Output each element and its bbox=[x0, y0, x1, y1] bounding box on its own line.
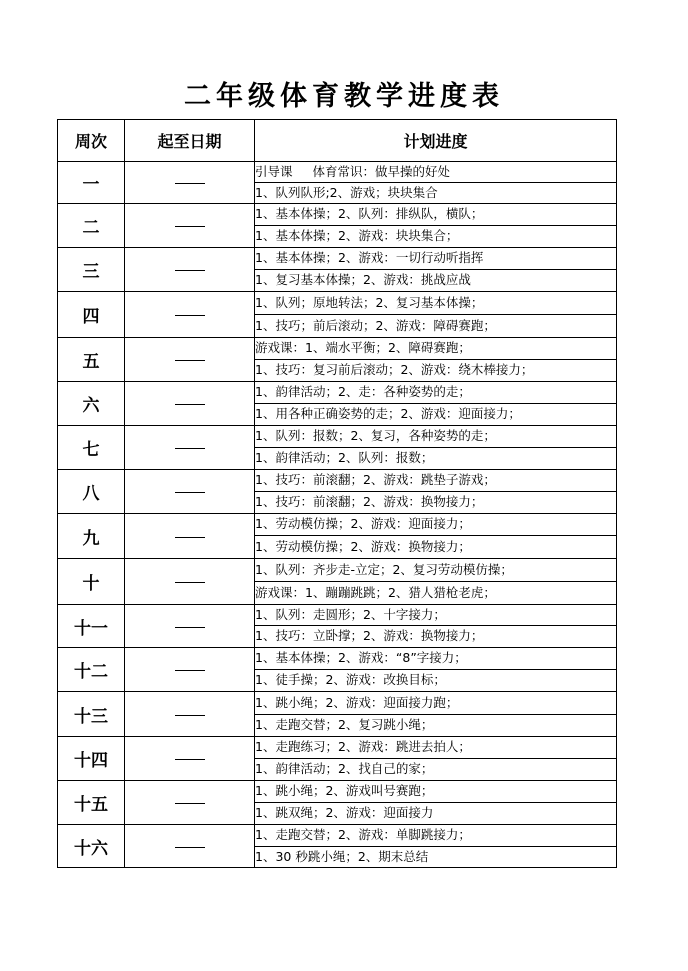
week-cell: 五 bbox=[58, 338, 125, 382]
date-placeholder-line bbox=[175, 715, 205, 716]
table-row bbox=[58, 470, 617, 492]
plan-cell bbox=[255, 559, 617, 582]
plan-cell bbox=[255, 360, 617, 382]
plan-cell bbox=[255, 737, 617, 759]
date-placeholder-line bbox=[175, 537, 205, 538]
plan-text: 引导课 bbox=[255, 163, 293, 179]
date-cell bbox=[125, 737, 255, 781]
plan-text: 1、劳动模仿操；2、游戏：迎面接力； bbox=[255, 516, 471, 532]
date-placeholder-line bbox=[175, 404, 205, 405]
plan-text: 1、技巧：前滚翻；2、游戏：换物接力； bbox=[255, 494, 484, 510]
plan-cell bbox=[255, 582, 617, 605]
plan-cell bbox=[255, 692, 617, 715]
week-cell: 八 bbox=[58, 470, 125, 514]
table-row bbox=[58, 737, 617, 759]
table-row bbox=[58, 292, 617, 315]
schedule-body bbox=[58, 162, 617, 868]
week-cell: 一 bbox=[58, 162, 125, 204]
plan-cell bbox=[255, 292, 617, 315]
table-row bbox=[58, 825, 617, 847]
date-cell bbox=[125, 426, 255, 470]
date-cell bbox=[125, 605, 255, 648]
plan-cell bbox=[255, 382, 617, 404]
header-plan: 计划进度 bbox=[255, 120, 617, 162]
date-placeholder-line bbox=[175, 183, 205, 184]
plan-text: 1、复习基本体操；2、游戏：挑战应战 bbox=[255, 272, 471, 288]
table-row bbox=[58, 692, 617, 715]
plan-text: 1、劳动模仿操；2、游戏：换物接力； bbox=[255, 538, 471, 554]
plan-text: 1、队列：走圆形；2、十字接力； bbox=[255, 606, 446, 622]
date-cell bbox=[125, 825, 255, 868]
table-row bbox=[58, 426, 617, 448]
date-cell bbox=[125, 162, 255, 204]
plan-cell bbox=[255, 605, 617, 626]
plan-text: 1、跳小绳；2、游戏叫号赛跑； bbox=[255, 783, 434, 799]
table-row bbox=[58, 648, 617, 670]
date-cell bbox=[125, 470, 255, 514]
plan-cell bbox=[255, 847, 617, 868]
plan-cell bbox=[255, 670, 617, 692]
date-placeholder-line bbox=[175, 492, 205, 493]
plan-cell bbox=[255, 448, 617, 470]
plan-text: 1、队列；原地转法；2、复习基本体操； bbox=[255, 294, 484, 310]
week-cell: 七 bbox=[58, 426, 125, 470]
plan-text: 1、跳双绳；2、游戏：迎面接力 bbox=[255, 805, 434, 821]
header-row bbox=[58, 120, 617, 162]
plan-cell bbox=[255, 204, 617, 226]
plan-cell bbox=[255, 715, 617, 737]
plan-cell bbox=[255, 426, 617, 448]
date-cell bbox=[125, 514, 255, 559]
date-cell bbox=[125, 292, 255, 338]
plan-text: 1、徒手操；2、游戏：改换目标； bbox=[255, 672, 446, 688]
plan-text: 1、技巧：前滚翻；2、游戏：跳垫子游戏； bbox=[255, 472, 496, 488]
page-title: 二年级体育教学进度表 bbox=[184, 81, 504, 112]
plan-cell bbox=[255, 648, 617, 670]
plan-cell bbox=[255, 825, 617, 847]
plan-cell bbox=[255, 626, 617, 648]
plan-text: 1、队列队形;2、游戏；块块集合 bbox=[255, 184, 438, 200]
plan-text: 1、用各种正确姿势的走；2、游戏：迎面接力； bbox=[255, 406, 521, 422]
plan-text: 1、韵律活动；2、队列：报数； bbox=[255, 450, 434, 466]
week-cell: 十二 bbox=[58, 648, 125, 692]
plan-text: 1、技巧；前后滚动；2、游戏：障碍赛跑； bbox=[255, 317, 496, 333]
plan-cell bbox=[255, 248, 617, 270]
header-dates: 起至日期 bbox=[125, 120, 255, 162]
plan-cell bbox=[255, 226, 617, 248]
date-placeholder-line bbox=[175, 847, 205, 848]
date-placeholder-line bbox=[175, 360, 205, 361]
table-row bbox=[58, 781, 617, 803]
plan-cell bbox=[255, 183, 617, 204]
week-cell: 二 bbox=[58, 204, 125, 248]
plan-text: 1、基本体操；2、游戏：块块集合； bbox=[255, 228, 459, 244]
plan-text: 游戏课：1、端水平衡；2、障碍赛跑； bbox=[255, 340, 471, 356]
date-placeholder-line bbox=[175, 226, 205, 227]
week-cell: 十一 bbox=[58, 605, 125, 648]
week-cell: 十四 bbox=[58, 737, 125, 781]
plan-cell bbox=[255, 470, 617, 492]
table-row bbox=[58, 605, 617, 626]
week-cell: 六 bbox=[58, 382, 125, 426]
table-row bbox=[58, 382, 617, 404]
plan-cell bbox=[255, 404, 617, 426]
date-placeholder-line bbox=[175, 448, 205, 449]
date-placeholder-line bbox=[175, 315, 205, 316]
plan-text: 1、走跑交替；2、游戏：单脚跳接力； bbox=[255, 827, 471, 843]
date-placeholder-line bbox=[175, 759, 205, 760]
plan-text: 1、韵律活动；2、走：各种姿势的走； bbox=[255, 384, 471, 400]
date-cell bbox=[125, 382, 255, 426]
date-placeholder-line bbox=[175, 670, 205, 671]
plan-text: 1、跳小绳；2、游戏：迎面接力跑； bbox=[255, 694, 459, 710]
date-placeholder-line bbox=[175, 803, 205, 804]
header-week: 周次 bbox=[58, 120, 125, 162]
date-placeholder-line bbox=[175, 627, 205, 628]
plan-text: 1、基本体操；2、游戏：一切行动听指挥 bbox=[255, 250, 484, 266]
plan-cell bbox=[255, 803, 617, 825]
table-row bbox=[58, 248, 617, 270]
week-cell: 四 bbox=[58, 292, 125, 338]
plan-text: 游戏课：1、蹦蹦跳跳；2、猎人猎枪老虎； bbox=[255, 584, 496, 600]
date-placeholder-line bbox=[175, 582, 205, 583]
plan-cell bbox=[255, 270, 617, 292]
date-cell bbox=[125, 204, 255, 248]
plan-cell bbox=[255, 536, 617, 559]
plan-text: 1、基本体操；2、游戏：“8”字接力； bbox=[255, 650, 467, 666]
week-cell: 十六 bbox=[58, 825, 125, 868]
table-row bbox=[58, 338, 617, 360]
plan-cell bbox=[255, 492, 617, 514]
plan-cell bbox=[255, 162, 617, 183]
table-row bbox=[58, 514, 617, 536]
plan-text: 1、走跑练习；2、游戏：跳进去拍人； bbox=[255, 739, 471, 755]
plan-text: 1、基本体操；2、队列：排纵队，横队； bbox=[255, 206, 484, 222]
date-placeholder-line bbox=[175, 270, 205, 271]
table-row bbox=[58, 559, 617, 582]
plan-cell bbox=[255, 781, 617, 803]
table-row bbox=[58, 204, 617, 226]
date-cell bbox=[125, 692, 255, 737]
plan-cell bbox=[255, 514, 617, 536]
plan-text: 1、走跑交替；2、复习跳小绳； bbox=[255, 717, 434, 733]
plan-text: 1、韵律活动；2、找自己的家； bbox=[255, 761, 434, 777]
date-cell bbox=[125, 248, 255, 292]
plan-text-extra: 体育常识：做早操的好处 bbox=[312, 163, 451, 179]
date-cell bbox=[125, 338, 255, 382]
week-cell: 十三 bbox=[58, 692, 125, 737]
plan-text: 1、技巧：立卧撑；2、游戏：换物接力； bbox=[255, 628, 484, 644]
date-cell bbox=[125, 559, 255, 605]
plan-cell bbox=[255, 315, 617, 338]
plan-text: 1、队列：齐步走-立定；2、复习劳动模仿操； bbox=[255, 561, 513, 577]
plan-cell bbox=[255, 338, 617, 360]
table-row bbox=[58, 162, 617, 183]
week-cell: 十五 bbox=[58, 781, 125, 825]
week-cell: 三 bbox=[58, 248, 125, 292]
date-cell bbox=[125, 781, 255, 825]
plan-cell bbox=[255, 759, 617, 781]
plan-text: 1、技巧：复习前后滚动；2、游戏：绕木棒接力； bbox=[255, 362, 534, 378]
plan-text: 1、30 秒跳小绳；2、期末总结 bbox=[255, 848, 429, 864]
week-cell: 九 bbox=[58, 514, 125, 559]
schedule-table bbox=[57, 119, 617, 868]
date-cell bbox=[125, 648, 255, 692]
plan-text: 1、队列：报数；2、复习，各种姿势的走； bbox=[255, 428, 496, 444]
week-cell: 十 bbox=[58, 559, 125, 605]
